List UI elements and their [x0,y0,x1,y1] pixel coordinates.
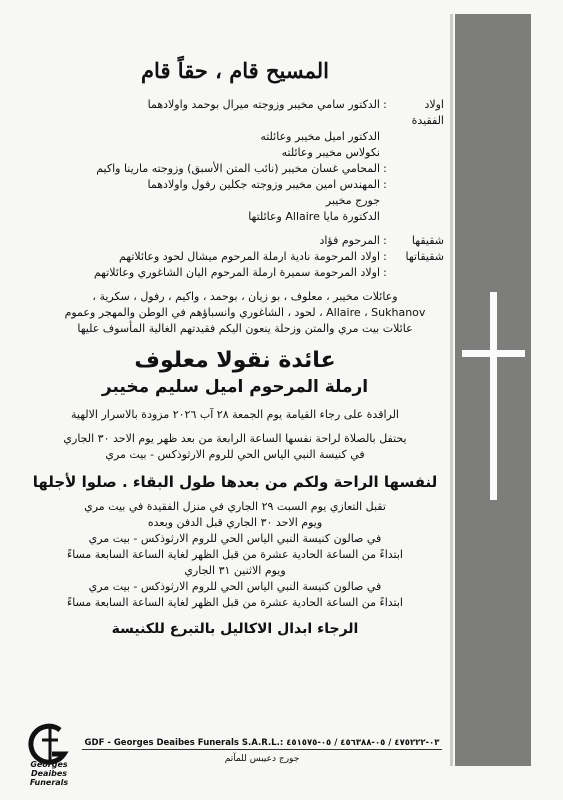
prayer-line: في كنيسة النبي الياس الحي للروم الارثوذكس - بيت مري [105,448,365,461]
condolence-line: في صالون كنيسة النبي الياس الحي للروم الارثوذكس - بيت مري [88,580,382,593]
children-line: الدكتور اميل مخيبر وعائلته [260,130,380,143]
condolence-line: ويوم الاثنين ٣١ الجاري [184,564,286,577]
final-line: الرجاء ابدال الاكاليل بالتبرع للكنيسة [111,621,359,637]
children-row: اولاد الفقيدة : الدكتور سامي مخيبر وزوجته ميرال بوحمد واولادهما [26,97,444,129]
children-line: المهندس امين مخيبر وزوجته جكلين رفول واولادهما [147,178,380,191]
footer-divider [82,749,442,750]
brother-line: المرحوم فؤاد [319,234,380,247]
slogan: لنفسها الراحة ولكم من بعدها طول البقاء . صلوا لأجلها [32,473,438,491]
children-line: جورج مخيبر [325,194,380,207]
prayer-line: يحتفل بالصلاة لراحة نفسها الساعة الرابعة من بعد ظهر يوم الاحد ٣٠ الجاري [63,432,407,445]
footer-company: GDF - Georges Deaibes Funerals S.A.R.L.: ٠٣-٤٧٥٢٢٢ / ٠٥-٤٥٦٣٨٨ / ٠٥-٤٥١٥٧٥ [84,738,440,748]
cross-icon-bar [462,350,525,357]
children-line: نكولاس مخيبر وعائلته [281,146,380,159]
children-row: : المحامي غسان مخيبر (نائب المتن الأسبق) وزوجته مارينا واكيم [26,161,444,177]
children-line: الدكتورة مايا Allaire وعائلتها [248,210,380,223]
children-row: : المهندس امين مخيبر وزوجته جكلين رفول واولادهما [26,177,444,193]
children-line: المحامي غسان مخيبر (نائب المتن الأسبق) وزوجته مارينا واكيم [96,162,380,175]
obituary-content [26,50,444,637]
band-edge [450,14,453,766]
brother-label: شقيقها [411,234,444,247]
families-line: Allaire ، Sukhanov ، لحود ، الشاغوري وانسباؤهم في الوطن والمهجر وعموم [64,306,426,319]
sisters-row: شقيقاتها : اولاد المرحومة نادية ارملة المرحوم ميشال لحود وعائلاتهم [26,249,444,265]
condolence-line: ابتداءً من الساعة الحادية عشرة من قبل الظهر لغاية الساعة السابعة مساءً [67,548,403,561]
deceased-subtitle: ارملة المرحوم اميل سليم مخيبر [101,377,369,397]
footer-arabic: جورج دعيبس للمآتم [224,754,300,764]
headline: المسيح قام ، حقاً قام [141,58,329,83]
deceased-name: عائدة نقولا معلوف [134,348,336,373]
condolence-line: ويوم الاحد ٣٠ الجاري قبل الدفن وبعده [147,516,323,529]
cross-icon [490,292,497,500]
children-label: اولاد الفقيدة [411,98,444,127]
brother-row: شقيقها : المرحوم فؤاد [26,233,444,249]
families-line: عائلات بيت مري والمتن وزحلة ينعون اليكم فقيدتهم الغالية المأسوف عليها [77,322,413,335]
families-line: وعائلات مخيبر ، معلوف ، بو زيان ، بوحمد ، واكيم ، رفول ، سكرية ، [92,290,398,303]
death-line: الراقدة على رجاء القيامة يوم الجمعة ٢٨ آب ٢٠٢٦ مزودة بالاسرار الالهية [71,408,399,421]
sisters-line: اولاد المرحومة نادية ارملة المرحوم ميشال لحود وعائلاتهم [118,250,380,263]
sisters-line: اولاد المرحومة سميرة ارملة المرحوم اليان الشاغوري وعائلاتهم [93,266,380,279]
condolence-line: ابتداءً من الساعة الحادية عشرة من قبل الظهر لغاية الساعة السابعة مساءً [67,596,403,609]
sisters-label: شقيقاتها [405,250,444,263]
condolence-line: في صالون كنيسة النبي الياس الحي للروم الارثوذكس - بيت مري [88,532,382,545]
condolence-line: تقبل التعازي يوم السبت ٢٩ الجاري في منزل الفقيدة في بيت مري [84,500,386,513]
sisters-row: : اولاد المرحومة سميرة ارملة المرحوم اليان الشاغوري وعائلاتهم [26,265,444,281]
logo-text: Georges Deaibes Funerals [29,760,69,787]
children-line: الدكتور سامي مخيبر وزوجته ميرال بوحمد واولادهما [147,98,380,111]
